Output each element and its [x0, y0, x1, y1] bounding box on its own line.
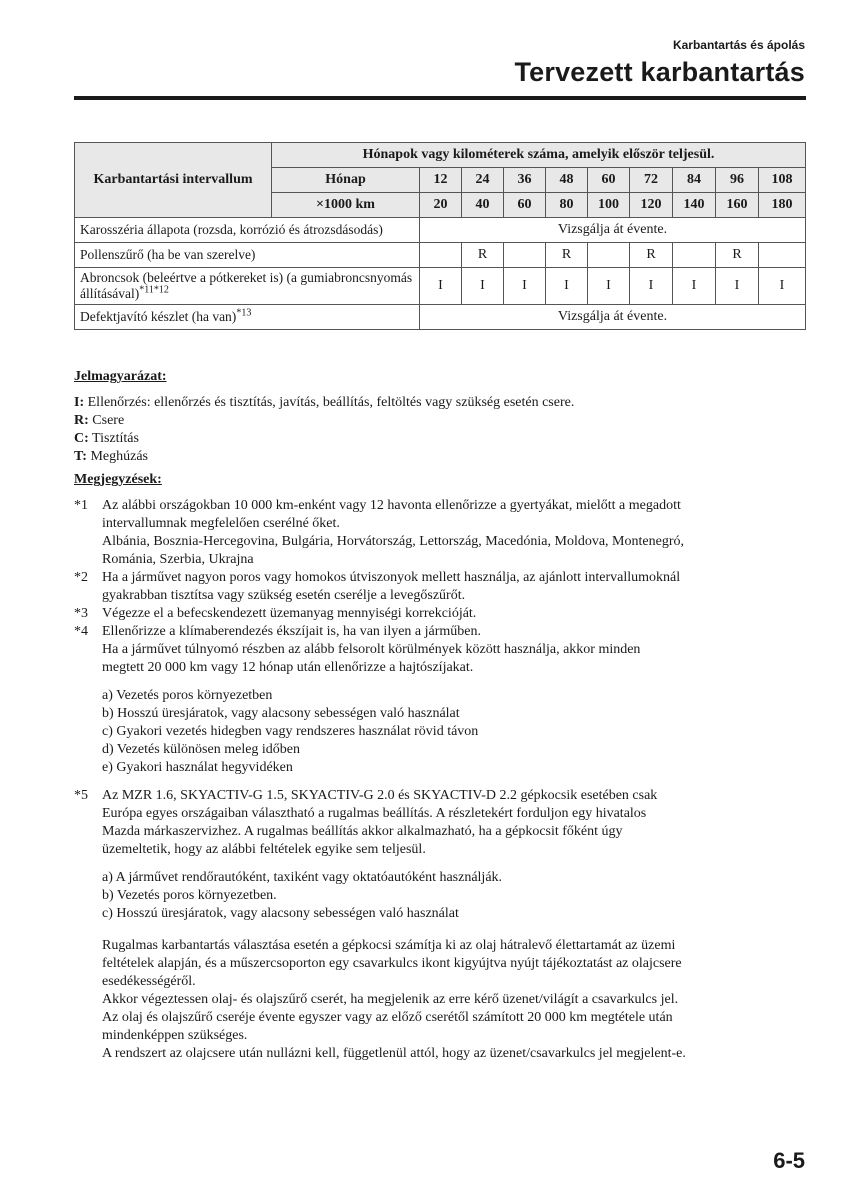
row-item-text: Abroncsok (beleértve a pótkereket is) (a gumiabroncsnyomás állításával)	[80, 270, 413, 301]
maintenance-schedule-table	[74, 142, 806, 330]
legend-text: Csere	[88, 413, 125, 428]
footnote-ref: *13	[236, 307, 252, 319]
note-line: megtett 20 000 km vagy 12 hónap után ellenőrizze a hajtószíjakat.	[102, 660, 474, 675]
note-line: Az olaj és olajszűrő cseréje évente egyszer vagy az előző cserétől számított 20 000 km megtétele után	[102, 1010, 673, 1025]
page-title: Tervezett karbantartás	[514, 57, 805, 87]
row-cell: I	[462, 268, 504, 305]
row-cell	[420, 243, 462, 268]
km-cell: 160	[716, 193, 759, 218]
row-span-text: Vizsgálja át évente.	[420, 218, 806, 243]
legend-item	[74, 448, 806, 466]
legend-key: R:	[74, 413, 89, 428]
note-marker: *2	[74, 570, 88, 585]
legend-item	[74, 394, 806, 412]
month-cell: 96	[716, 168, 759, 193]
row-cell: I	[759, 268, 806, 305]
row-cell	[759, 243, 806, 268]
legend-key: T:	[74, 449, 87, 464]
row-item-label	[75, 268, 420, 305]
km-cell: 20	[420, 193, 462, 218]
list-item: a) Vezetés poros környezetben	[102, 688, 273, 703]
row-cell: I	[588, 268, 630, 305]
interval-header: Karbantartási intervallum	[75, 143, 272, 218]
month-label: Hónap	[272, 168, 420, 193]
row-item-text: Defektjavító készlet (ha van)	[80, 309, 237, 324]
note-line: Ha a járművet túlnyomó részben az alább felsorolt körülmények között használja, akkor minden	[102, 642, 641, 657]
list-item: c) Gyakori vezetés hidegben vagy rendszeres használat rövid távon	[102, 724, 479, 739]
legend-text: Tisztítás	[88, 431, 139, 446]
note-4	[74, 623, 806, 777]
row-cell: I	[504, 268, 546, 305]
month-cell: 60	[588, 168, 630, 193]
note-marker: *1	[74, 498, 88, 513]
list-item: e) Gyakori használat hegyvidéken	[102, 760, 293, 775]
note-line: Mazda márkaszervizhez. A rugalmas beállítás akkor alkalmazható, ha a gépkocsit főként úgy	[102, 824, 623, 839]
note-line: intervallumnak megfelelően cserélné őket.	[102, 516, 340, 531]
row-cell	[673, 243, 716, 268]
note-2	[74, 569, 806, 605]
row-cell: R	[546, 243, 588, 268]
row-span-text: Vizsgálja át évente.	[420, 305, 806, 330]
list-item: b) Hosszú üresjáratok, vagy alacsony sebességen való használat	[102, 706, 460, 721]
note-line: feltételek alapján, és a műszercsoporton egy csavarkulcs ikont kigyújtva nyújt tájékoztatást az olajcsere	[102, 956, 682, 971]
legend-section	[74, 368, 806, 466]
month-cell: 84	[673, 168, 716, 193]
month-cell: 24	[462, 168, 504, 193]
km-label: ×1000 km	[272, 193, 420, 218]
km-cell: 40	[462, 193, 504, 218]
table-row	[75, 305, 806, 330]
row-item-label	[75, 305, 420, 330]
note-line: Románia, Szerbia, Ukrajna	[102, 552, 254, 567]
legend-item	[74, 412, 806, 430]
note-line: A rendszert az olajcsere után nullázni kell, függetlenül attól, hogy az üzenet/csavarkulcs jel megjelent-e.	[102, 1046, 686, 1061]
km-cell: 100	[588, 193, 630, 218]
note-line: gyakrabban tisztítsa vagy szükség esetén cserélje a levegőszűrőt.	[102, 588, 466, 603]
row-cell: R	[716, 243, 759, 268]
note-1	[74, 497, 806, 569]
row-cell: I	[420, 268, 462, 305]
note-marker: *3	[74, 606, 88, 621]
note-line: Végezze el a befecskendezett üzemanyag mennyiségi korrekcióját.	[102, 606, 477, 621]
km-cell: 120	[630, 193, 673, 218]
list-item: c) Hosszú üresjáratok, vagy alacsony sebességen való használat	[102, 906, 459, 921]
note-line: esedékességéről.	[102, 974, 196, 989]
legend-key: I:	[74, 395, 85, 410]
note-line: Európa egyes országaiban választható a rugalmas beállítás. A részletekért forduljon egy hivatalos	[102, 806, 647, 821]
legend-text: Ellenőrzés: ellenőrzés és tisztítás, javítás, beállítás, feltöltés vagy szükség esetén csere.	[84, 395, 575, 410]
note-marker: *5	[74, 788, 88, 803]
legend-key: C:	[74, 431, 89, 446]
note-line: Az alábbi országokban 10 000 km-enként vagy 12 havonta ellenőrizze a gyertyákat, mielőtt a megadott	[102, 498, 681, 513]
row-cell	[504, 243, 546, 268]
title-divider	[74, 96, 806, 100]
km-cell: 60	[504, 193, 546, 218]
month-cell: 48	[546, 168, 588, 193]
note-line: Ellenőrizze a klímaberendezés ékszíjait is, ha van ilyen a járműben.	[102, 624, 482, 639]
note-line: Albánia, Bosznia-Hercegovina, Bulgária, Horvátország, Lettország, Macedónia, Moldova, Montenegró,	[102, 534, 684, 549]
row-cell: R	[462, 243, 504, 268]
legend-heading: Jelmagyarázat:	[74, 369, 167, 384]
month-cell: 72	[630, 168, 673, 193]
note-line: Rugalmas karbantartás választása esetén a gépkocsi számítja ki az olaj hátralevő élettartamát az üzemi	[102, 938, 676, 953]
row-cell: I	[630, 268, 673, 305]
table-row	[75, 218, 806, 243]
note-line: Ha a járművet nagyon poros vagy homokos útviszonyok mellett használja, az ajánlott intervallumoknál	[102, 570, 681, 585]
note-3	[74, 605, 806, 623]
note-line: Akkor végeztessen olaj- és olajszűrő cserét, ha megjelenik az erre kérő üzenet/világít a csavarkulcs jel.	[102, 992, 679, 1007]
note-line: mindenképpen szükséges.	[102, 1028, 248, 1043]
row-cell: I	[673, 268, 716, 305]
km-cell: 180	[759, 193, 806, 218]
row-cell: I	[716, 268, 759, 305]
notes-section	[74, 471, 806, 1063]
row-item-label: Karosszéria állapota (rozsda, korrózió és átrozsdásodás)	[75, 218, 420, 243]
page-number: 6-5	[773, 1148, 805, 1173]
section-header: Karbantartás és ápolás	[672, 38, 805, 52]
row-cell: R	[630, 243, 673, 268]
table-row	[75, 243, 806, 268]
list-item: a) A járművet rendőrautóként, taxiként vagy oktatóautóként használják.	[102, 870, 503, 885]
month-cell: 36	[504, 168, 546, 193]
note-line: üzemeltetik, hogy az alábbi feltételek egyike sem teljesül.	[102, 842, 426, 857]
legend-item	[74, 430, 806, 448]
table-top-header: Hónapok vagy kilométerek száma, amelyik először teljesül.	[272, 143, 806, 168]
footnote-ref: *11*12	[139, 284, 169, 296]
km-cell: 80	[546, 193, 588, 218]
row-cell: I	[546, 268, 588, 305]
km-cell: 140	[673, 193, 716, 218]
legend-text: Meghúzás	[86, 449, 149, 464]
month-cell: 12	[420, 168, 462, 193]
note-5	[74, 787, 806, 1063]
row-cell	[588, 243, 630, 268]
month-cell: 108	[759, 168, 806, 193]
list-item: d) Vezetés különösen meleg időben	[102, 742, 301, 757]
row-item-label: Pollenszűrő (ha be van szerelve)	[75, 243, 420, 268]
note-line: Az MZR 1.6, SKYACTIV-G 1.5, SKYACTIV-G 2.0 és SKYACTIV-D 2.2 gépkocsik esetében csak	[102, 788, 658, 803]
table-row	[75, 268, 806, 305]
list-item: b) Vezetés poros környezetben.	[102, 888, 277, 903]
note-marker: *4	[74, 624, 88, 639]
notes-heading: Megjegyzések:	[74, 472, 162, 487]
